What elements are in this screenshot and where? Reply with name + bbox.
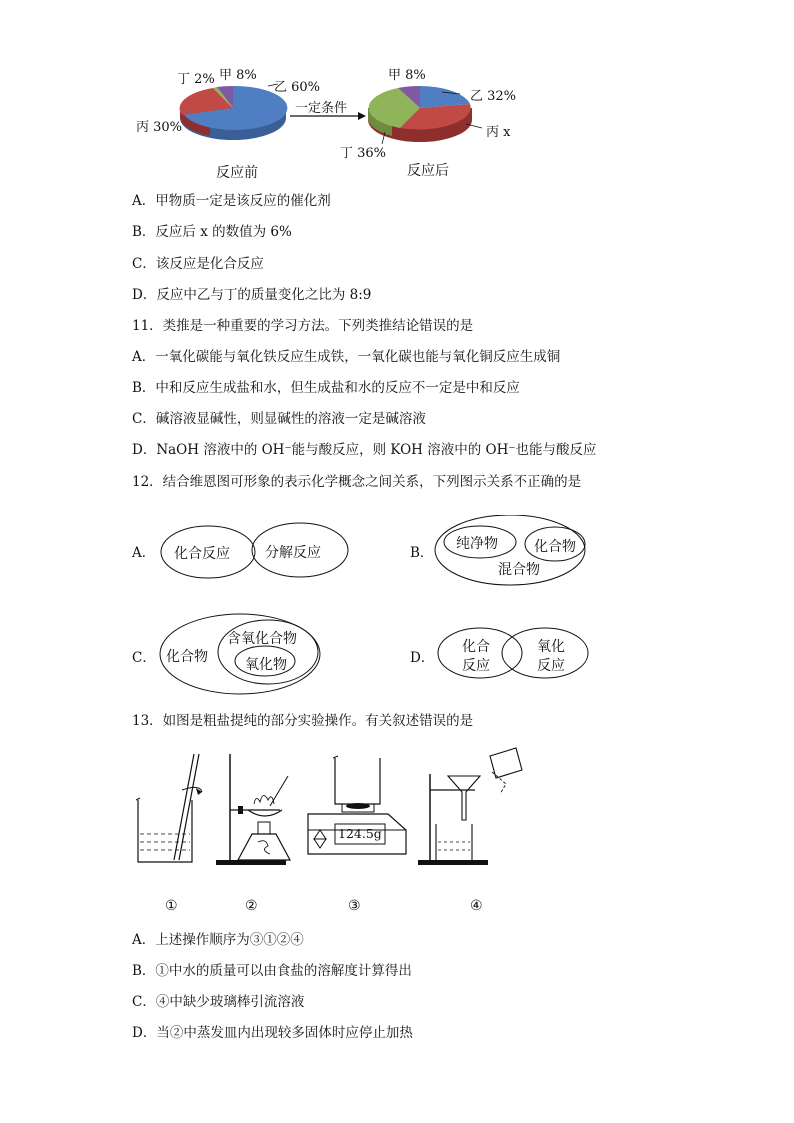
- q10-option-c: C．该反应是化合反应: [132, 256, 264, 272]
- apparatus-label-1: ①: [165, 898, 178, 914]
- q12-c-letter: C．: [132, 650, 156, 666]
- q11-option-d: D．NaOH 溶液中的 OH⁻能与酸反应，则 KOH 溶液中的 OH⁻也能与酸反应: [132, 442, 597, 458]
- pie-before-label-jia: 甲 8%: [219, 68, 257, 83]
- pie-before-label-ding: 丁 2%: [177, 72, 215, 87]
- beaker-stirring-icon: [136, 754, 202, 862]
- q12-d-right-label-1: 氧化: [537, 639, 565, 655]
- pie-before-caption: 反应前: [216, 165, 258, 181]
- q13-apparatus-figure: [130, 742, 530, 872]
- q12-b-letter: B．: [410, 545, 434, 561]
- pie-after-caption: 反应后: [407, 163, 449, 179]
- q12-d-letter: D．: [410, 650, 435, 666]
- pie-before-label-yi: 乙 60%: [274, 80, 321, 95]
- q12-a-left-label: 化合反应: [174, 546, 230, 562]
- q10-option-b: B．反应后 x 的数值为 6%: [132, 224, 292, 240]
- q12-d-left-label-2: 反应: [462, 658, 490, 674]
- q11-stem: 11．类推是一种重要的学习方法。下列类推结论错误的是: [132, 318, 474, 334]
- pie-after-label-ding: 丁 36%: [340, 146, 387, 161]
- q13-option-a: A．上述操作顺序为③①②④: [132, 932, 304, 948]
- q12-stem: 12．结合维恩图可形象的表示化学概念之间关系，下列图示关系不正确的是: [132, 474, 582, 490]
- arrow-head: [358, 112, 366, 120]
- filtration-setup-icon: [418, 748, 522, 865]
- q13-option-c: C．④中缺少玻璃棒引流溶液: [132, 994, 305, 1010]
- q10-option-a: A．甲物质一定是该反应的催化剂: [132, 193, 331, 209]
- apparatus-label-2: ②: [245, 898, 258, 914]
- apparatus-label-3: ③: [348, 898, 361, 914]
- pie-after-label-bing: 丙 x: [486, 125, 511, 140]
- q12-b-outer-label: 混合物: [498, 562, 540, 578]
- pie-after-label-yi: 乙 32%: [470, 89, 517, 104]
- q12-c-outer-label: 化合物: [166, 649, 208, 665]
- q12-b-inner1-label: 纯净物: [456, 536, 498, 552]
- pie-after: [369, 86, 471, 129]
- q12-b-inner2-label: 化合物: [534, 539, 576, 555]
- evaporation-setup-icon: [216, 754, 290, 865]
- q12-c-inner-label: 氧化物: [245, 657, 287, 673]
- q12-c-middle-label: 含氧化合物: [227, 631, 297, 647]
- balance-reading: 124.5g: [338, 826, 382, 841]
- apparatus-label-4: ④: [470, 898, 483, 914]
- pie-before-label-bing: 丙 30%: [136, 120, 183, 135]
- q13-stem: 13．如图是粗盐提纯的部分实验操作。有关叙述错误的是: [132, 713, 474, 729]
- q13-option-b: B．①中水的质量可以由食盐的溶解度计算得出: [132, 963, 412, 979]
- q12-a-right-label: 分解反应: [265, 545, 321, 561]
- q11-option-a: A．一氧化碳能与氧化铁反应生成铁，一氧化碳也能与氧化铜反应生成铜: [132, 349, 561, 365]
- q10-option-d: D．反应中乙与丁的质量变化之比为 8:9: [132, 287, 372, 303]
- q13-option-d: D．当②中蒸发皿内出现较多固体时应停止加热: [132, 1025, 413, 1041]
- q12-d-left-label-1: 化合: [462, 639, 490, 655]
- q12-a-letter: A．: [132, 545, 156, 561]
- q12-d-right-label-2: 反应: [537, 658, 565, 674]
- q11-option-b: B．中和反应生成盐和水，但生成盐和水的反应不一定是中和反应: [132, 380, 520, 396]
- arrow-condition-label: 一定条件: [295, 101, 348, 116]
- q12-venn-diagrams: [130, 515, 600, 695]
- pie-after-label-jia: 甲 8%: [388, 68, 426, 83]
- q11-option-c: C．碱溶液显碱性，则显碱性的溶液一定是碱溶液: [132, 411, 426, 427]
